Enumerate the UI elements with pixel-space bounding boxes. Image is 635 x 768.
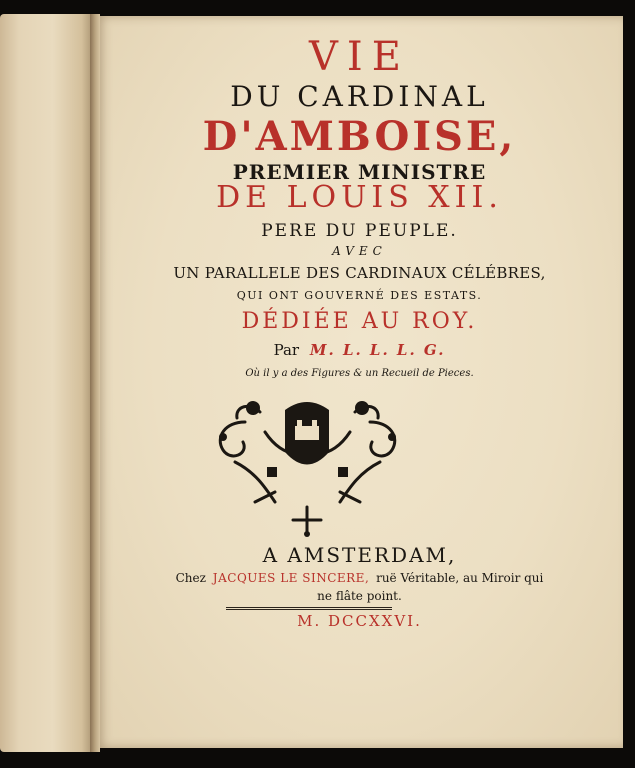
title-dediee-au-roy: DÉDIÉE AU ROY. — [241, 309, 478, 334]
imprint-date: M. DCCXXVI. — [297, 612, 422, 630]
imprint-place: A AMSTERDAM, — [262, 543, 457, 567]
author-line — [96, 341, 623, 359]
title-pere-du-peuple: PERE DU PEUPLE. — [261, 221, 458, 241]
title-avec: AVEC — [332, 244, 387, 258]
title-gouverne: QUI ONT GOUVERNÉ DES ESTATS. — [236, 289, 483, 302]
publisher-name: JACQUES LE SINCERE, — [212, 571, 370, 585]
imprint-rule-bottom — [226, 609, 392, 610]
author-prefix: Par — [273, 341, 300, 359]
title-parallele: UN PARALLELE DES CARDINAUX CÉLÉBRES, — [173, 264, 546, 282]
title-du-cardinal: DU CARDINAL — [230, 80, 489, 113]
book-spine-left-page — [0, 14, 96, 752]
author-initials: M. L. L. L. G. — [309, 341, 446, 359]
publisher-prefix: Chez — [175, 571, 206, 585]
title-vie: VIE — [309, 34, 410, 80]
figures-note: Où il y a des Figures & un Recueil de Pieces. — [245, 368, 474, 379]
imprint-publisher-line — [96, 571, 623, 585]
publisher-address-1: ruë Véritable, au Miroir qui — [376, 571, 544, 585]
title-damboise: D'AMBOISE, — [202, 113, 517, 160]
title-premier-ministre: PREMIER MINISTRE — [232, 160, 487, 184]
title-de-louis-xii: DE LOUIS XII. — [216, 180, 503, 215]
printers-ornament-vignette — [205, 392, 410, 537]
publisher-address-2: ne flâte point. — [317, 589, 402, 603]
imprint-rule-top — [226, 607, 392, 608]
